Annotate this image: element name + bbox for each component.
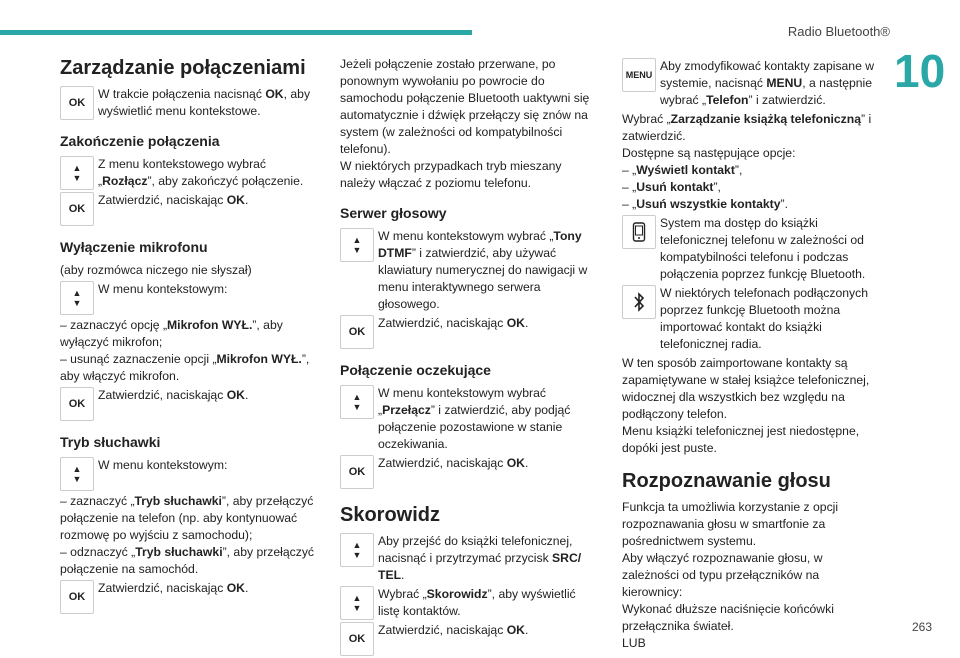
title-directory: Skorowidz bbox=[340, 504, 441, 526]
menu-button-icon: MENU bbox=[622, 58, 656, 92]
page-number: 263 bbox=[911, 620, 932, 634]
phone-icon bbox=[622, 215, 656, 249]
heading-call-waiting: Połączenie oczekujące bbox=[340, 362, 491, 378]
note-text: W niektórych telefonach podłączonych poprzez funkcję Bluetooth można importować kontakt do książki telefonicznej radia. bbox=[660, 286, 868, 351]
ok-button-icon: OK bbox=[60, 387, 94, 421]
up-down-arrows-icon: ▲ ▼ bbox=[340, 586, 374, 620]
instruction-row bbox=[60, 580, 318, 614]
instruction-text: W menu kontekstowym: bbox=[98, 282, 228, 296]
instruction-row bbox=[60, 156, 318, 190]
mic-option-on: – zaznaczyć opcję „Mikrofon WYŁ.”, aby wyłączyć mikrofon; bbox=[60, 318, 283, 349]
instruction-row bbox=[60, 387, 318, 421]
instruction-row bbox=[622, 58, 880, 109]
instruction-text: W menu kontekstowym wybrać „Tony DTMF” i zatwierdzić, aby używać klawiatury numerycznej do nawigacji w menu interaktywnego serwera głosowego. bbox=[378, 229, 588, 311]
paragraph-mixed-mode: W niektórych przypadkach tryb mieszany należy włączać z poziomu telefonu. bbox=[340, 159, 562, 190]
ok-button-icon: OK bbox=[60, 580, 94, 614]
mic-option-off: – usunąć zaznaczenie opcji „Mikrofon WYŁ.”, aby włączyć mikrofon. bbox=[60, 352, 310, 383]
up-down-arrows-icon: ▲ ▼ bbox=[60, 457, 94, 491]
paragraph-reconnect: Jeżeli połączenie zostało przerwane, po ponownym wywołaniu po powrocie do samochodu połączenie Bluetooth uaktywni się automatycznie i dźwięk przełączy się znów na system (w zależności od kompatybilności telefonu). bbox=[340, 57, 590, 156]
instruction-text: W trakcie połączenia nacisnąć OK, aby wyświetlić menu kontekstowe. bbox=[98, 87, 311, 118]
heading-end-call: Zakończenie połączenia bbox=[60, 133, 220, 149]
instruction-text: Z menu kontekstowego wybrać „Rozłącz”, aby zakończyć połączenie. bbox=[98, 157, 304, 188]
note-row bbox=[622, 215, 880, 283]
up-down-arrows-icon: ▲ ▼ bbox=[60, 281, 94, 315]
instruction-row bbox=[340, 622, 598, 656]
mic-note: (aby rozmówca niczego nie słyszał) bbox=[60, 263, 252, 277]
instruction-row bbox=[340, 586, 598, 620]
instruction-row bbox=[340, 315, 598, 349]
instruction-row bbox=[340, 385, 598, 453]
instruction-row bbox=[60, 281, 318, 315]
up-down-arrows-icon: ▲ ▼ bbox=[340, 228, 374, 262]
handset-option-on: – zaznaczyć „Tryb słuchawki”, aby przełączyć połączenie na telefon (np. aby kontynuować rozmowę po wyjściu z samochodu); bbox=[60, 494, 314, 542]
options-intro: Dostępne są następujące opcje: bbox=[622, 146, 796, 160]
instruction-text: W menu kontekstowym: bbox=[98, 458, 228, 472]
option-delete-contact: – „Usuń kontakt”, bbox=[622, 180, 721, 194]
paragraph-or: LUB bbox=[622, 636, 646, 650]
instruction-text: Aby przejść do książki telefonicznej, nacisnąć i przytrzymać przycisk SRC/ TEL. bbox=[378, 534, 582, 582]
heading-mic-off: Wyłączenie mikrofonu bbox=[60, 239, 208, 255]
paragraph-vr-long-press: Wykonać dłuższe naciśnięcie końcówki przełącznika świateł. bbox=[622, 602, 834, 633]
select-phonebook-management: Wybrać „Zarządzanie książką telefoniczną” i zatwierdzić. bbox=[622, 112, 872, 143]
instruction-text: Zatwierdzić, naciskając OK. bbox=[98, 388, 249, 402]
bluetooth-icon bbox=[622, 285, 656, 319]
chapter-number: 10 bbox=[894, 45, 946, 97]
up-down-arrows-icon: ▲ ▼ bbox=[340, 533, 374, 567]
instruction-text: Zatwierdzić, naciskając OK. bbox=[378, 456, 529, 470]
paragraph-empty-phonebook: Menu książki telefonicznej jest niedostępne, dopóki jest puste. bbox=[622, 424, 860, 455]
title-voice-recognition: Rozpoznawanie głosu bbox=[622, 470, 831, 492]
paragraph-vr-enable: Aby włączyć rozpoznawanie głosu, w zależności od typu przełączników na kierownicy: bbox=[622, 551, 823, 599]
instruction-row bbox=[60, 86, 318, 120]
ok-button-icon: OK bbox=[340, 455, 374, 489]
instruction-row bbox=[60, 192, 318, 226]
instruction-text: Aby zmodyfikować kontakty zapisane w systemie, nacisnąć MENU, a następnie wybrać „Telefon” i zatwierdzić. bbox=[660, 59, 875, 107]
column-1 bbox=[60, 56, 318, 616]
up-down-arrows-icon: ▲ ▼ bbox=[60, 156, 94, 190]
ok-button-icon: OK bbox=[340, 622, 374, 656]
heading-handset: Tryb słuchawki bbox=[60, 434, 161, 450]
instruction-text: Zatwierdzić, naciskając OK. bbox=[98, 193, 249, 207]
top-accent-bar bbox=[0, 30, 472, 35]
instruction-row bbox=[340, 228, 598, 313]
instruction-text: Wybrać „Skorowidz”, aby wyświetlić listę kontaktów. bbox=[378, 587, 576, 618]
instruction-row bbox=[340, 455, 598, 489]
ok-button-icon: OK bbox=[60, 192, 94, 226]
column-2 bbox=[340, 56, 598, 658]
instruction-text: Zatwierdzić, naciskając OK. bbox=[98, 581, 249, 595]
instruction-text: W menu kontekstowym wybrać „Przełącz” i zatwierdzić, aby podjąć połączenie pozostawione w stanie oczekiwania. bbox=[378, 386, 571, 451]
section-header: Radio Bluetooth® bbox=[787, 24, 890, 39]
ok-button-icon: OK bbox=[340, 315, 374, 349]
option-view-contact: – „Wyświetl kontakt”, bbox=[622, 163, 743, 177]
paragraph-imported-contacts: W ten sposób zaimportowane kontakty są zapamiętywane w stałej książce telefonicznej, widocznej dla wszystkich bez względu na podłączony telefon. bbox=[622, 356, 870, 421]
paragraph-vr-intro: Funkcja ta umożliwia korzystanie z opcji rozpoznawania głosu w smartfonie za pośrednictwem systemu. bbox=[622, 500, 839, 548]
instruction-text: Zatwierdzić, naciskając OK. bbox=[378, 316, 529, 330]
instruction-row bbox=[340, 533, 598, 584]
up-down-arrows-icon: ▲ ▼ bbox=[340, 385, 374, 419]
instruction-text: Zatwierdzić, naciskając OK. bbox=[378, 623, 529, 637]
option-delete-all: – „Usuń wszystkie kontakty”. bbox=[622, 197, 788, 211]
heading-voice-server: Serwer głosowy bbox=[340, 205, 447, 221]
ok-button-icon: OK bbox=[60, 86, 94, 120]
instruction-row bbox=[60, 457, 318, 491]
column-3 bbox=[622, 56, 880, 652]
note-row bbox=[622, 285, 880, 353]
title-call-management: Zarządzanie połączeniami bbox=[60, 57, 306, 79]
note-text: System ma dostęp do książki telefonicznej telefonu w zależności od kompatybilności telefonu i podczas połączenia poprzez funkcję Bluetooth. bbox=[660, 216, 866, 281]
handset-option-off: – odznaczyć „Tryb słuchawki”, aby przełączyć połączenie na samochód. bbox=[60, 545, 315, 576]
